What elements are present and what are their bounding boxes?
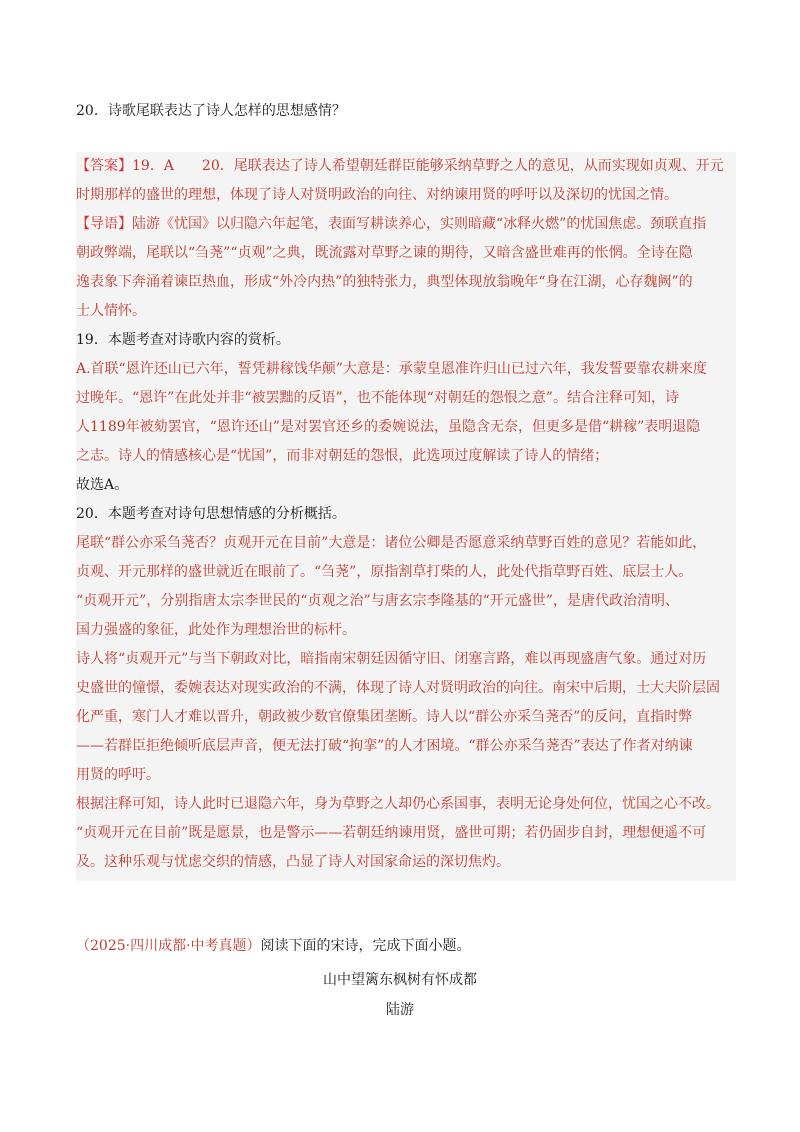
analysis-line-18: “贞观开元在目前”既是愿景，也是警示——若朝廷纳谏用贤，盛世可期；若仍固步自封，理想便遥不可 [76, 825, 707, 841]
answer-analysis-block [76, 152, 736, 881]
answer-text-1: 19．A 20．尾联表达了诗人希望朝廷群臣能够采纳草野之人的意见，从而实现如贞观、开元 [132, 158, 724, 174]
answer-line-1 [76, 152, 736, 181]
analysis-line-7: 20．本题考查对诗句思想情感的分析概括。 [76, 506, 346, 522]
analysis-line-5: 之志。诗人的情感核心是“忧国”，而非对朝廷的怨恨，此选项过度解读了诗人的情绪； [76, 448, 609, 464]
source-line [76, 936, 736, 956]
guide-line-2: 朝政弊端，尾联以“刍荛”“贞观”之典，既流露对草野之谏的期待，又暗含盛世难再的怅惘。全诗在隐 [76, 245, 693, 261]
poem-title: 山中望篱东枫树有怀成都 [323, 972, 477, 988]
analysis-line-17: 根据注释可知，诗人此时已退隐六年，身为草野之人却仍心系国事，表明无论身处何位，忧国之心不改。 [76, 796, 720, 812]
analysis-line-13: 史盛世的憧憬，委婉表达对现实政治的不满，体现了诗人对贤明政治的向往。南宋中后期，士大夫阶层固 [76, 680, 720, 696]
analysis-line-2: A.首联“恩许还山已六年，誓凭耕稼饯华颠”大意是：承蒙皇恩准许归山已过六年，我发誓要靠农耕来度 [76, 361, 707, 377]
analysis-line-9: 贞观、开元那样的盛世就近在眼前了。“刍荛”，原指割草打柴的人，此处代指草野百姓、底层士人。 [76, 564, 693, 580]
question-20: 20．诗歌尾联表达了诗人怎样的思想感情？ [76, 103, 346, 119]
analysis-line-1: 19．本题考查对诗歌内容的赏析。 [76, 332, 290, 348]
analysis-line-10: “贞观开元”，分别指唐太宗李世民的“贞观之治”与唐玄宗李隆基的“开元盛世”，是唐代政治清明、 [76, 593, 679, 609]
analysis-line-6: 故选A。 [76, 477, 129, 493]
guide-tag: 【导语】 [76, 216, 132, 232]
guide-text-1: 陆游《忧国》以归隐六年起笔，表面写耕读养心，实则暗藏“冰释火燃”的忧国焦虑。颈联直指 [132, 216, 707, 232]
analysis-line-3: 过晚年。“恩许”在此处并非“被罢黜的反语”，也不能体现“对朝廷的怨恨之意”。结合注释可知，诗 [76, 390, 679, 406]
analysis-line-8: 尾联“群公亦采刍荛否？贞观开元在目前”大意是：诸位公卿是否愿意采纳草野百姓的意见？若能如此， [76, 535, 707, 551]
guide-line-3: 逸表象下奔涌着谏臣热血，形成“外冷内热”的独特张力，典型体现放翁晚年“身在江湖，心存魏阙”的 [76, 274, 693, 290]
analysis-line-14: 化严重，寒门人才难以晋升，朝政被少数官僚集团垄断。诗人以“群公亦采刍荛否”的反问，直指时弊 [76, 709, 693, 725]
analysis-line-11: 国力强盛的象征，此处作为理想治世的标杆。 [76, 622, 356, 638]
analysis-line-16: 用贤的呼吁。 [76, 767, 160, 783]
analysis-line-12: 诗人将“贞观开元”与当下朝政对比，暗指南宋朝廷因循守旧、闭塞言路，难以再现盛唐气象。通过对历 [76, 651, 707, 667]
poem-author: 陆游 [386, 1002, 414, 1018]
guide-line-4: 士人情怀。 [76, 303, 146, 319]
source-tag: （2025·四川成都·中考真题） [76, 938, 261, 954]
analysis-line-19: 及。这种乐观与忧虑交织的情感，凸显了诗人对国家命运的深切焦灼。 [76, 854, 510, 870]
analysis-line-15: ——若群臣拒绝倾听底层声音，便无法打破“拘挛”的人才困境。“群公亦采刍荛否”表达了作者对纳谏 [76, 738, 693, 754]
source-text: 阅读下面的宋诗，完成下面小题。 [260, 938, 471, 954]
analysis-line-4: 人1189年被劾罢官，“恩许还山”是对罢官还乡的委婉说法，虽隐含无奈，但更多是借“耕稼”表明退隐 [76, 419, 701, 435]
answer-line-2: 时期那样的盛世的理想，体现了诗人对贤明政治的向往、对纳谏用贤的呼吁以及深切的忧国之情。 [76, 187, 678, 203]
guide-line-1 [76, 210, 736, 239]
answer-tag: 【答案】 [76, 158, 132, 174]
